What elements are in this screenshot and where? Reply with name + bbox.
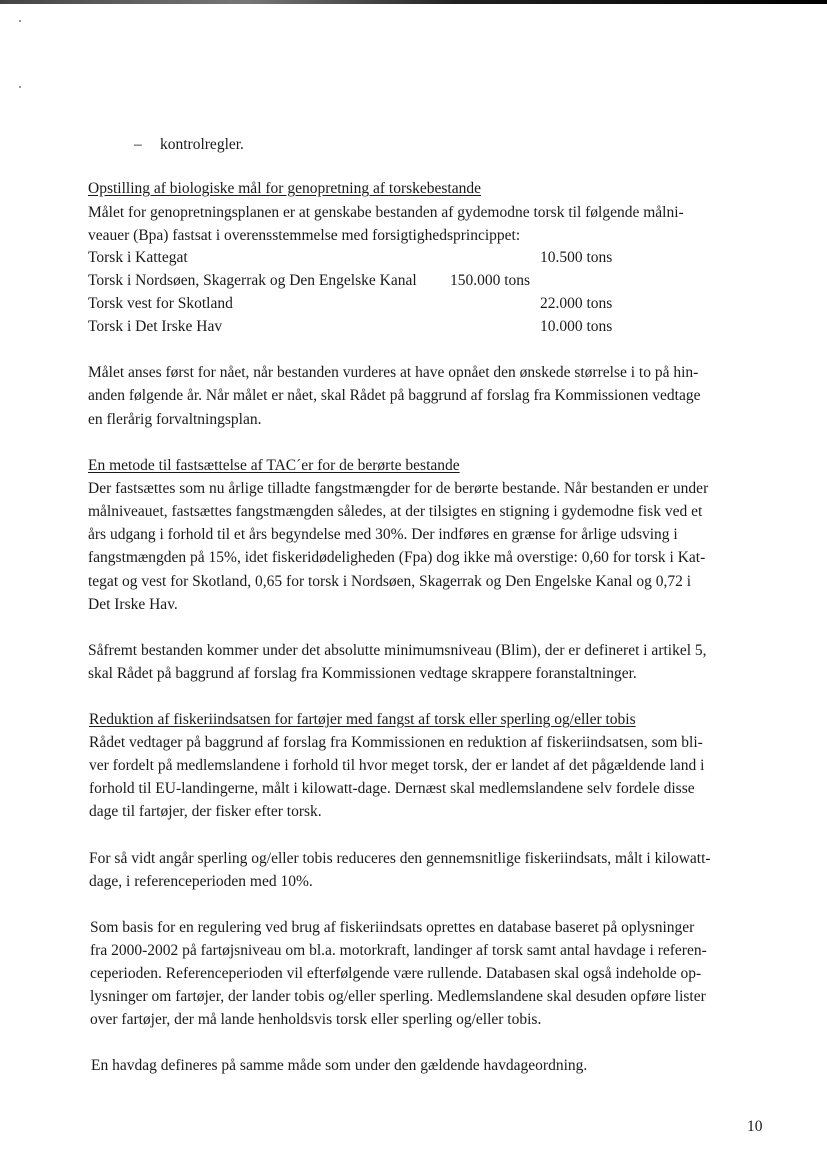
paragraph-line: En havdag defineres på samme måde som under den gældende havdageordning. xyxy=(91,1057,588,1074)
paragraph-line: over fartøjer, der må lande henholdsvis torsk eller sperling og/eller tobis. xyxy=(90,1011,542,1028)
paragraph-line: ceperioden. Referenceperioden vil efterfølgende være rullende. Databasen skal også indeholde op- xyxy=(90,965,702,982)
paragraph-line: Målet for genopretningsplanen er at genskabe bestanden af gydemodne torsk til følgende målni- xyxy=(88,204,684,221)
paragraph-line: Som basis for en regulering ved brug af fiskeriindsats oprettes en database baseret på oplysninger xyxy=(90,919,695,936)
bullet-text: kontrolregler. xyxy=(160,136,244,153)
target-value-irske-hav: 10.000 tons xyxy=(540,318,613,335)
target-label-irske-hav: Torsk i Det Irske Hav xyxy=(88,318,223,335)
paragraph-line: målniveauet, fastsættes fangstmængden således, at der tilsigtes en stigning i gydemodne fisk ved et xyxy=(88,503,703,520)
target-label-vest-skotland: Torsk vest for Skotland xyxy=(88,295,233,312)
paragraph-line: fangstmængden på 15%, idet fiskeridødeligheden (Fpa) dog ikke må overstige: 0,60 for torsk i Kat- xyxy=(88,549,706,566)
paragraph-line: Såfremt bestanden kommer under det absolutte minimumsniveau (Blim), der er defineret i artikel 5, xyxy=(88,642,707,659)
paragraph-line: Det Irske Hav. xyxy=(88,596,178,613)
target-value-vest-skotland: 22.000 tons xyxy=(540,295,613,312)
paragraph-line: Rådet vedtager på baggrund af forslag fra Kommissionen en reduktion af fiskeriindsatsen, som bli- xyxy=(89,734,703,751)
target-label-kattegat: Torsk i Kattegat xyxy=(88,249,188,266)
paragraph-line: en flerårig forvaltningsplan. xyxy=(88,411,262,428)
target-value-nordsoen: 150.000 tons xyxy=(450,272,531,289)
paragraph-line: dage til fartøjer, der fisker efter torsk. xyxy=(89,803,322,820)
target-label-nordsoen: Torsk i Nordsøen, Skagerrak og Den Engelske Kanal xyxy=(88,272,417,289)
paragraph-line: fra 2000-2002 på fartøjsniveau om bl.a. motorkraft, landinger af torsk samt antal havdage i referen- xyxy=(90,942,707,959)
paragraph-line: Der fastsættes som nu årlige tilladte fangstmængder for de berørte bestande. Når bestanden er under xyxy=(88,480,709,497)
paragraph-line: skal Rådet på baggrund af forslag fra Kommissionen vedtage skrappere foranstaltninger. xyxy=(88,665,637,682)
paragraph-line: anden følgende år. Når målet er nået, skal Rådet på baggrund af forslag fra Kommissionen vedtage xyxy=(88,387,701,404)
section-heading-effort-reduction: Reduktion af fiskeriindsatsen for fartøjer med fangst af torsk eller sperling og/eller tobis xyxy=(89,711,636,728)
paragraph-line: Målet anses først for nået, når bestanden vurderes at have opnået den ønskede størrelse i to på hin- xyxy=(88,364,699,381)
paragraph-line: dage, i referenceperioden med 10%. xyxy=(89,873,313,890)
section-heading-tac-method: En metode til fastsættelse af TAC´er for de berørte bestande xyxy=(88,457,460,474)
paragraph-line: tegat og vest for Skotland, 0,65 for torsk i Nordsøen, Skagerrak og Den Engelske Kanal og 0,72 i xyxy=(88,573,692,590)
paragraph-line: års udgang i forhold til et års begyndelse med 30%. Der indføres en grænse for årlige udsving i xyxy=(88,526,678,543)
page-number: 10 xyxy=(747,1118,763,1135)
paragraph-line: ver fordelt på medlemslandene i forhold til hvor meget torsk, der er landet af det pågældende land i xyxy=(89,757,705,774)
paragraph-line: For så vidt angår sperling og/eller tobis reduceres den gennemsnitlige fiskeriindsats, målt i kilowatt- xyxy=(89,850,711,867)
paragraph-line: forhold til EU-landingerne, målt i kilowatt-dage. Dernæst skal medlemslandene selv fordele disse xyxy=(89,780,695,797)
paragraph-line: lysninger om fartøjer, der lander tobis og/eller sperling. Medlemslandene skal desuden opføre lister xyxy=(90,988,706,1005)
section-heading-biological-targets: Opstilling af biologiske mål for genopretning af torskebestande xyxy=(88,180,482,197)
bullet-dash: – xyxy=(134,136,142,153)
target-value-kattegat: 10.500 tons xyxy=(540,249,613,266)
paragraph-line: veauer (Bpa) fastsat i overensstemmelse med forsigtighedsprincippet: xyxy=(88,227,521,244)
